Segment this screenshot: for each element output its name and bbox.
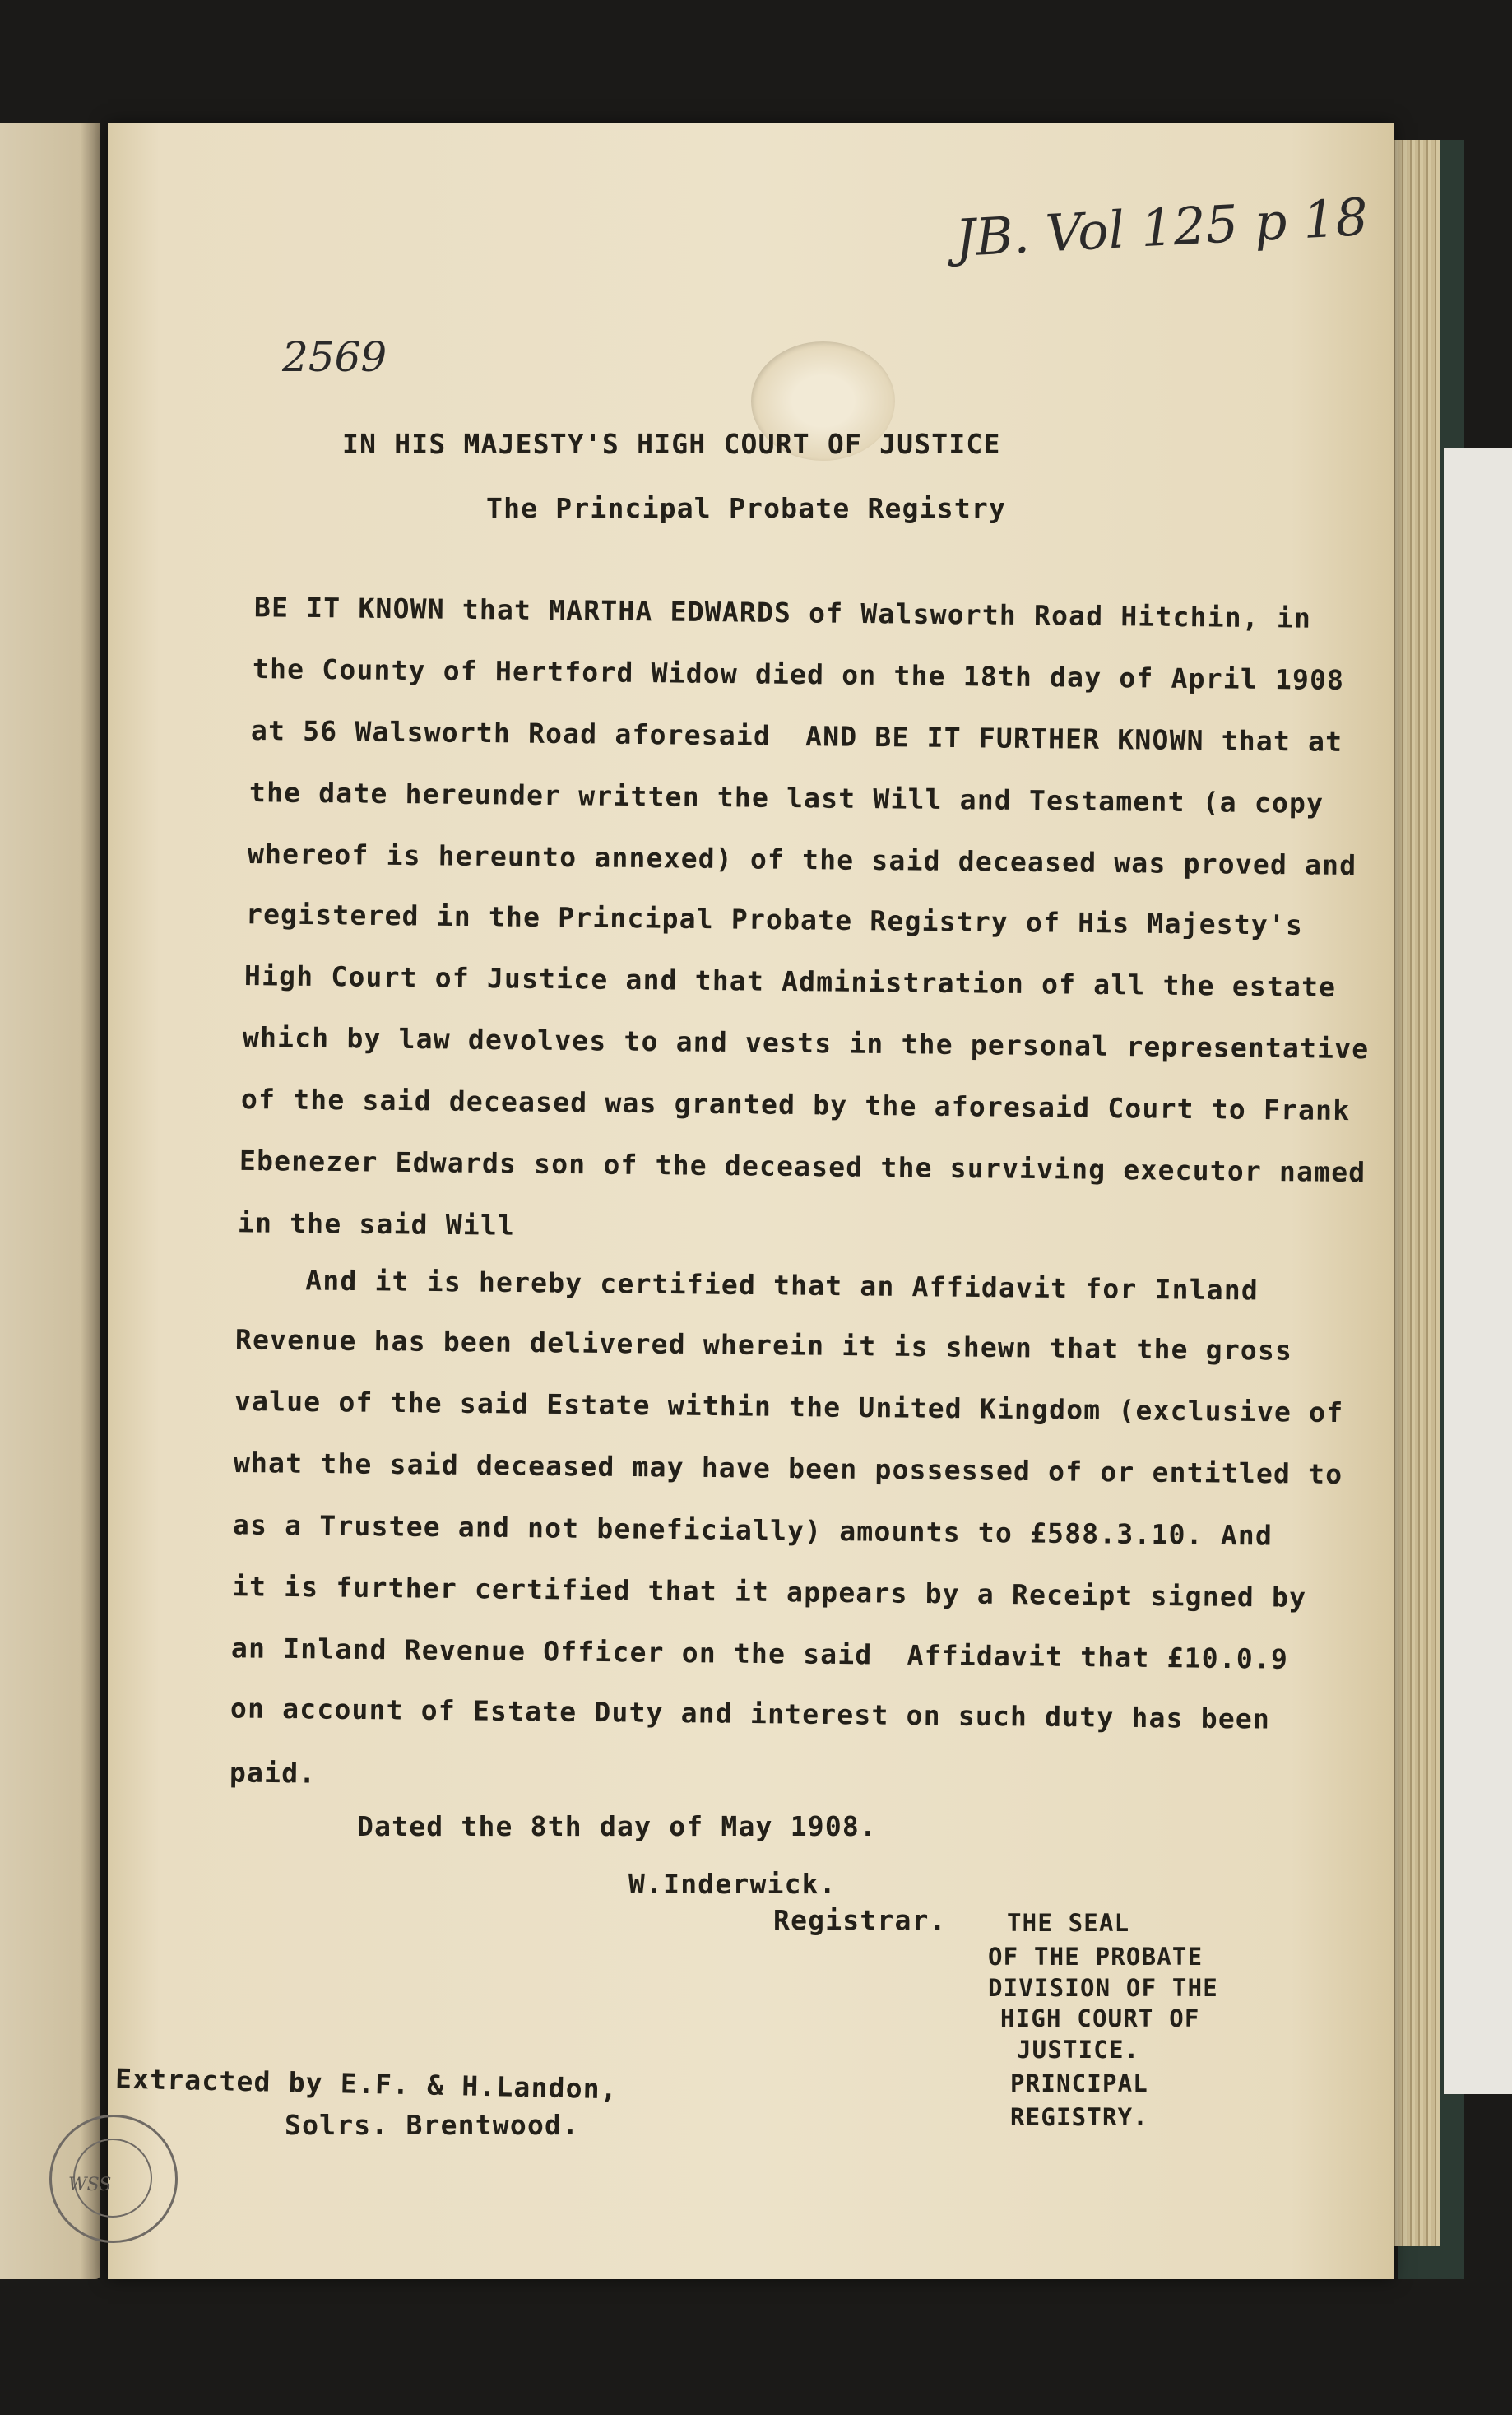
body-line: whereof is hereunto annexed) of the said deceased was proved and: [247, 837, 1357, 882]
extracted-by: Extracted by E.F. & H.Landon,: [114, 2062, 619, 2106]
body-line: the County of Hertford Widow died on the 18th day of April 1908: [252, 653, 1345, 696]
body-line: at 56 Walsworth Road aforesaid AND BE IT FURTHER KNOWN that at: [250, 714, 1343, 758]
seal-text-line: PRINCIPAL: [1010, 2069, 1148, 2097]
signatory-title: Registrar.: [773, 1904, 947, 1936]
solicitors-location: Solrs. Brentwood.: [285, 2109, 580, 2141]
body-line: Revenue has been delivered wherein it is shewn that the gross: [234, 1323, 1293, 1367]
body-line: an Inland Revenue Officer on the said Affidavit that £10.0.9: [230, 1632, 1289, 1675]
body-line: Ebenezer Edwards son of the deceased the surviving executor named: [239, 1144, 1366, 1189]
inland-revenue-stamp: [49, 2115, 178, 2243]
probate-document: [108, 123, 1394, 2279]
body-line: And it is hereby certified that an Affidavit for Inland: [235, 1263, 1259, 1307]
body-line: BE IT KNOWN that MARTHA EDWARDS of Walsworth Road Hitchin, in: [253, 591, 1312, 634]
court-heading: IN HIS MAJESTY'S HIGH COURT OF JUSTICE: [342, 428, 1001, 460]
registry-heading: The Principal Probate Registry: [486, 492, 1007, 524]
body-line: paid.: [229, 1756, 317, 1790]
body-line: it is further certified that it appears by a Receipt signed by: [231, 1570, 1307, 1614]
body-line: which by law devolves to and vests in the personal representative: [242, 1020, 1370, 1066]
stamp-initials: WSS: [68, 2175, 112, 2195]
seal-text-line: JUSTICE.: [1017, 2036, 1140, 2064]
seal-text-line: OF THE PROBATE: [988, 1943, 1204, 1971]
body-line: High Court of Justice and that Administration of all the estate: [243, 959, 1337, 1003]
background-card: [1444, 448, 1512, 2094]
left-page: [0, 123, 100, 2279]
seal-text-line: THE SEAL: [1007, 1909, 1130, 1937]
signatory: W.Inderwick.: [628, 1868, 837, 1900]
document-number: 2569: [282, 333, 387, 381]
body-line: registered in the Principal Probate Registry of His Majesty's: [245, 898, 1304, 941]
seal-text-line: DIVISION OF THE: [988, 1974, 1218, 2002]
body-line: on account of Estate Duty and interest on such duty has been: [230, 1692, 1271, 1735]
body-line: in the said Will: [237, 1206, 516, 1242]
body-line: the date hereunder written the last Will and Testament (a copy: [248, 776, 1324, 820]
body-line: of the said deceased was granted by the aforesaid Court to Frank: [240, 1082, 1351, 1127]
body-line: as a Trustee and not beneficially) amounts to £588.3.10. And: [232, 1508, 1273, 1552]
date-line: Dated the 8th day of May 1908.: [357, 1810, 878, 1842]
body-line: value of the said Estate within the United Kingdom (exclusive of: [234, 1384, 1344, 1429]
seal-text-line: HIGH COURT OF: [1000, 2004, 1200, 2032]
body-line: what the said deceased may have been possessed of or entitled to: [233, 1446, 1343, 1491]
reference-annotation: JB. Vol 125 p 18: [953, 186, 1370, 269]
seal-text-line: REGISTRY.: [1010, 2103, 1148, 2131]
